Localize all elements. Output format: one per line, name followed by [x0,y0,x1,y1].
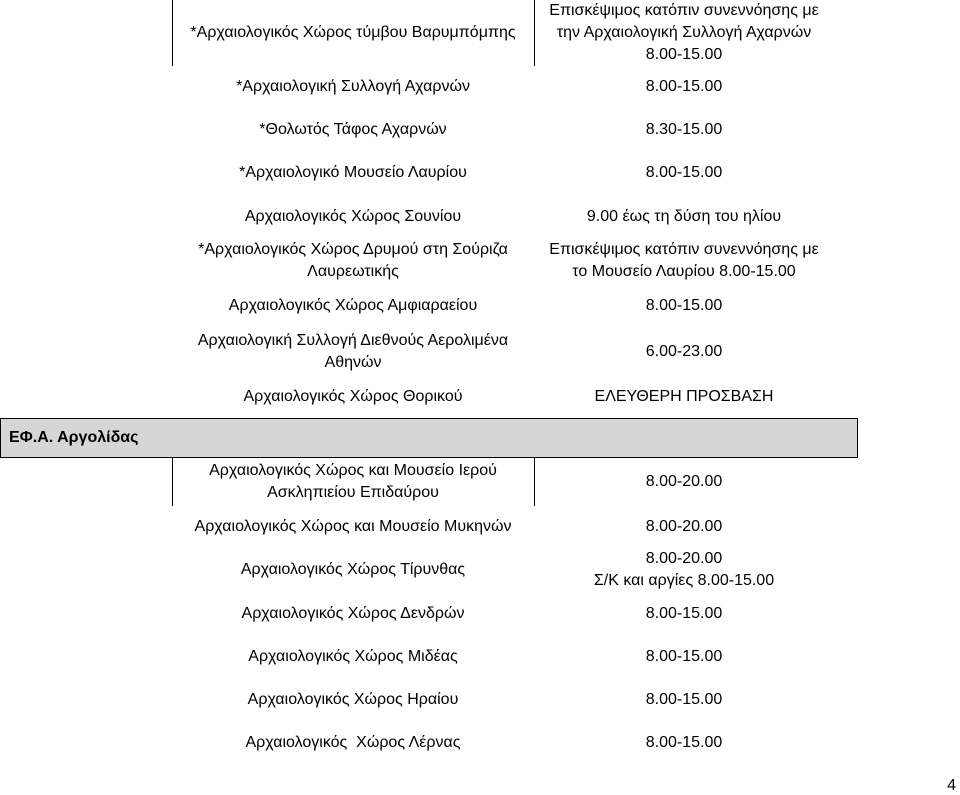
table-row [0,195,858,238]
table-row [0,548,858,592]
site-name: Αρχαιολογικός Χώρος Ηραίου [247,691,459,708]
opening-hours: 8.00-15.00 [645,46,723,63]
hours-cell [534,328,834,376]
site-name-cell [172,722,534,764]
site-name-cell [172,284,534,328]
site-name-cell [172,679,534,721]
section-header: ΕΦ.Α. Αργολίδας [0,418,858,458]
site-name: *Αρχαιολογική Συλλογή Αχαρνών [236,78,470,95]
hours-cell [534,722,834,764]
site-name: Ασκληπιείου Επιδαύρου [267,484,439,501]
opening-hours: 8.00-15.00 [645,297,723,314]
hours-cell [534,108,834,152]
site-name: Αρχαιολογικός Χώρος Μιδέας [248,648,458,665]
opening-hours: 8.00-20.00 [645,473,723,490]
opening-hours: το Μουσείο Λαυρίου 8.00-15.00 [572,263,796,280]
site-name-cell [172,328,534,376]
site-name: Αρχαιολογικός Χώρος Τίρυνθας [240,561,466,578]
site-name: Αρχαιολογικός Χώρος Σουνίου [244,207,462,225]
opening-hours: 8.30-15.00 [645,121,723,138]
table-row [0,376,858,418]
site-name-cell [172,0,534,66]
opening-hours: 8.00-15.00 [645,605,723,622]
opening-hours: 8.00-15.00 [645,691,723,708]
site-name: *Αρχαιολογικός Χώρος τύμβου Βαρυμπόμπης [190,24,516,41]
site-name: Αρχαιολογικός Χώρος και Μουσείο Μυκηνών [194,518,512,535]
opening-hours: Σ/Κ και αργίες 8.00-15.00 [593,572,775,589]
opening-hours: 6.00-23.00 [645,343,723,360]
site-name-cell [172,376,534,418]
hours-cell [534,506,834,548]
hours-cell [534,152,834,194]
site-name: Αθηνών [324,354,382,371]
site-name-cell [172,458,534,506]
table-row [0,108,858,152]
hours-cell [534,636,834,678]
opening-hours: Επισκέψιμος κατόπιν συνεννόησης με [549,2,819,19]
table-row [0,679,858,721]
page-number: 4 [947,777,956,794]
opening-hours: 8.00-15.00 [645,648,723,665]
site-name-cell [172,548,534,592]
opening-hours: την Αρχαιολογική Συλλογή Αχαρνών [556,24,812,41]
table-row [0,284,858,328]
site-name: Αρχαιολογικός Χώρος Λέρνας [245,734,461,751]
hours-cell [534,458,834,506]
site-name: Λαυρεωτικής [307,263,399,280]
site-name: Αρχαιολογική Συλλογή Διεθνούς Αερολιμένα [197,332,509,349]
table-row [0,506,858,548]
opening-hours: 8.00-20.00 [645,550,723,567]
site-name-cell [172,506,534,548]
site-name-cell [172,152,534,194]
site-name: *Αρχαιολογικό Μουσείο Λαυρίου [239,164,467,181]
site-name: Αρχαιολογικός Χώρος Αμφιαραείου [228,297,478,314]
hours-cell [534,284,834,328]
opening-hours: ΕΛΕΥΘΕΡΗ ΠΡΟΣΒΑΣΗ [594,388,774,405]
hours-cell [534,376,834,418]
table-row [0,66,858,108]
table-row [0,458,858,506]
opening-hours: 8.00-20.00 [645,518,723,535]
site-name-cell [172,195,534,238]
site-name: Αρχαιολογικός Χώρος Θορικού [243,388,463,405]
hours-cell [534,66,834,108]
table-row [0,592,858,636]
site-name-cell [172,66,534,108]
site-name-cell [172,592,534,636]
site-name: Αρχαιολογικός Χώρος Δενδρών [241,605,465,622]
hours-cell [534,679,834,721]
table-row [0,238,858,284]
opening-hours: 8.00-15.00 [645,734,723,751]
table-row [0,328,858,376]
site-name-cell [172,636,534,678]
hours-cell [534,0,834,66]
site-name: Αρχαιολογικός Χώρος και Μουσείο Ιερού [209,462,497,479]
hours-cell [534,195,834,238]
table-row [0,152,858,194]
site-name: *Αρχαιολογικός Χώρος Δρυμού στη Σούριζα [198,241,508,258]
hours-cell [534,548,834,592]
opening-hours: 8.00-15.00 [645,164,723,181]
opening-hours: Επισκέψιμος κατόπιν συνεννόησης με [549,241,819,258]
opening-hours: 8.00-15.00 [645,78,723,95]
opening-hours: 9.00 έως τη δύση του ηλίου [586,207,782,225]
site-name: *Θολωτός Τάφος Αχαρνών [259,121,447,138]
table-row [0,722,858,764]
site-name-cell [172,108,534,152]
hours-cell [534,238,834,284]
table-row [0,0,858,66]
table-row [0,636,858,678]
hours-cell [534,592,834,636]
site-name-cell [172,238,534,284]
